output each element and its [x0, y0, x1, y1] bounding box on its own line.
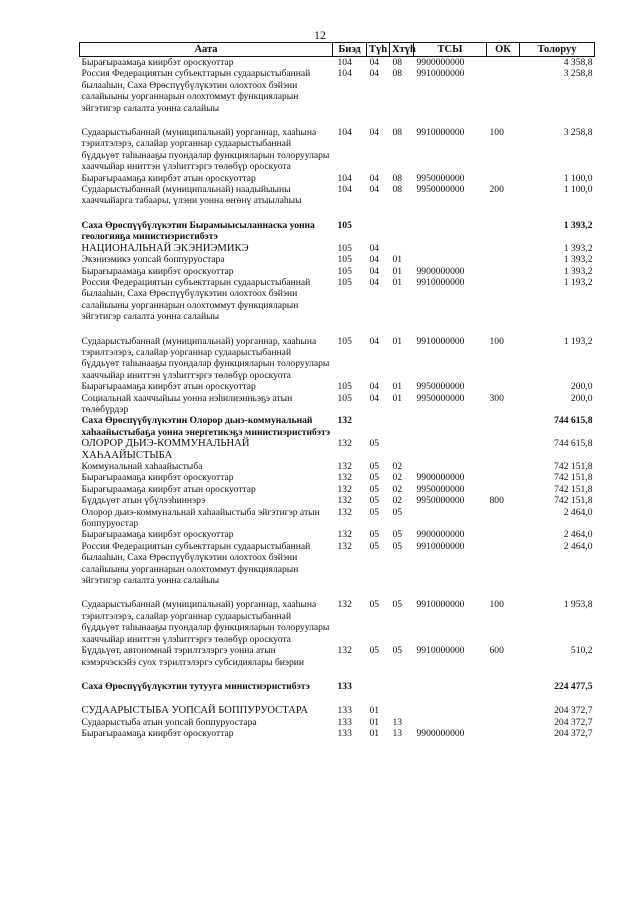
cell-vr: 100 [489, 599, 504, 611]
cell-sum: 1 393,2 [563, 265, 593, 277]
cell-csr [414, 254, 487, 265]
cell-pr: 08 [392, 172, 403, 184]
cell-ved: 132 [337, 438, 352, 450]
cell-name: Саха Өрөспүүбүлүкэтин Олорор дьиэ-коммунальнай хаһаайыстыбаҕа уонна энергетикэҕэ министиэристибэтэ [81, 415, 331, 438]
cell-pr: 08 [392, 184, 403, 196]
cell-csr: 9950000000 [416, 495, 465, 507]
cell-name: Бырағыраамаҕа киирбэт ороскуоттар [81, 472, 234, 484]
table-row [80, 266, 595, 277]
table-row [80, 599, 595, 645]
cell-sum: 204 372,7 [554, 728, 593, 740]
cell-rz: 05 [369, 472, 380, 484]
cell-vr [487, 173, 520, 184]
cell-pr [390, 415, 414, 438]
cell-name: Саха Өрөспүүбүлүкэтин тутууга министиэристибэтэ [81, 680, 310, 692]
cell-name: Бырағыраамаҕа киирбэт атын ороскуоттар [81, 483, 256, 495]
table-row [80, 529, 595, 540]
header-vr: ОК [487, 43, 520, 57]
cell-csr [414, 681, 487, 705]
cell-ved: 104 [337, 127, 352, 139]
header-sum: Толоруу [520, 43, 595, 57]
cell-sum: 1 393,2 [563, 242, 593, 254]
cell-vr: 200 [489, 184, 504, 196]
cell-rz: 01 [369, 716, 380, 728]
cell-sum: 510,2 [570, 645, 593, 657]
cell-ved: 105 [337, 254, 352, 266]
table-row [80, 173, 595, 184]
cell-rz: 04 [369, 127, 380, 139]
cell-name: Саха Өрөспүүбүлүкэтин Бырамыысыланнаска уонна геологияҕа министиэристибэтэ [81, 219, 315, 243]
cell-ved: 132 [337, 506, 352, 518]
table-row [80, 57, 595, 69]
cell-csr [414, 461, 487, 472]
cell-name: Россия Федерациятын субъекттарын судаарыстыбаннай былааһын, Саха Өрөспүүбүлүкэтин олохтоох бэйэни салайыыны уорганнарын олохтоммут функцияларын эйгэтигэр салалта уонна салайыы [81, 276, 311, 323]
cell-sum: 1 100,0 [563, 172, 593, 184]
cell-vr [487, 541, 520, 600]
cell-sum: 742 151,8 [554, 472, 593, 484]
cell-sum: 2 464,0 [563, 529, 593, 541]
cell-pr: 01 [392, 392, 403, 404]
cell-csr: 9900000000 [416, 728, 465, 740]
cell-csr [414, 705, 487, 716]
cell-rz: 04 [369, 265, 380, 277]
cell-name: Экэниэмикэ уопсай боппуруостара [81, 254, 225, 266]
cell-rz: 05 [369, 599, 380, 611]
cell-pr [390, 220, 414, 243]
cell-csr: 9950000000 [416, 184, 465, 196]
cell-rz: 04 [369, 335, 380, 347]
cell-pr: 01 [392, 265, 403, 277]
cell-name: ОЛОРОР ДЬИЭ-КОММУНАЛЬНАЙ ХАҺААЙЫСТЫБА [81, 438, 250, 461]
cell-ved: 105 [337, 392, 352, 404]
table-row [80, 705, 595, 716]
cell-vr: 100 [489, 127, 504, 139]
cell-sum: 742 151,8 [554, 461, 593, 472]
cell-ved: 105 [337, 335, 352, 347]
cell-ved: 132 [337, 495, 352, 507]
cell-sum: 744 615,8 [554, 415, 593, 427]
cell-csr: 9950000000 [416, 381, 465, 393]
table-row [80, 645, 595, 681]
cell-vr [487, 484, 520, 495]
page-number: 12 [314, 28, 326, 42]
table-row [80, 254, 595, 265]
cell-ved: 104 [337, 184, 352, 196]
cell-rz: 04 [369, 381, 380, 393]
cell-csr: 9900000000 [416, 472, 465, 484]
cell-pr: 08 [392, 68, 403, 80]
cell-ved: 132 [337, 461, 352, 472]
cell-vr [487, 381, 520, 392]
cell-pr: 05 [392, 540, 403, 552]
cell-pr: 05 [392, 599, 403, 611]
table-header [80, 43, 595, 57]
cell-name: Судаарыстыбаннай (муниципальнай) наадыйыыны хааччыйарга табаары, үлэни уонна өҥөнү атыылаһыы [81, 184, 302, 207]
cell-pr: 05 [392, 645, 403, 657]
table-row [80, 415, 595, 438]
cell-name: НАЦИОНАЛЬНАЙ ЭКЭНИЭМИКЭ [81, 242, 249, 254]
table-row [80, 484, 595, 495]
cell-name: Бырағыраамаҕа киирбэт ороскуоттар [81, 529, 234, 541]
cell-rz [367, 681, 390, 705]
cell-pr [390, 438, 414, 461]
cell-vr [487, 57, 520, 69]
cell-vr [487, 438, 520, 461]
cell-csr: 9910000000 [416, 335, 465, 347]
cell-ved: 105 [337, 381, 352, 393]
cell-pr [390, 681, 414, 705]
cell-vr [487, 681, 520, 705]
cell-ved: 132 [337, 599, 352, 611]
cell-sum: 204 372,7 [554, 705, 593, 717]
cell-vr: 100 [489, 335, 504, 347]
cell-rz: 05 [369, 645, 380, 657]
cell-vr: 800 [489, 495, 504, 507]
cell-pr: 08 [392, 127, 403, 139]
cell-pr: 01 [392, 381, 403, 393]
cell-rz: 01 [369, 728, 380, 740]
cell-rz [367, 415, 390, 438]
cell-name: Бырағыраамаҕа киирбэт ороскуоттар [81, 265, 234, 277]
cell-csr: 9910000000 [416, 68, 465, 80]
cell-ved: 132 [337, 472, 352, 484]
cell-vr [487, 705, 520, 716]
cell-sum: 200,0 [570, 392, 593, 404]
table-row [80, 472, 595, 483]
cell-ved: 133 [337, 705, 352, 717]
table-row [80, 68, 595, 127]
cell-name: Социальнай хааччыйыы уонна нэһилиэнньэҕэ атын төлөбүрдэр [81, 392, 293, 415]
cell-name: Судаарыстыбаннай (муниципальнай) уорганнар, хааһына тэрилтэлэрэ, салайар уорганнар судаарыстыбаннай бүддьүөт таһынааҕы пуондалар функцияларын толоруулары хааччыйар иниттэн үлэһиттэргэ төлөбүр ороскуота [81, 335, 330, 381]
cell-csr: 9900000000 [416, 265, 465, 277]
cell-pr: 05 [392, 506, 403, 518]
cell-pr: 02 [392, 472, 403, 484]
cell-vr [487, 529, 520, 540]
cell-ved: 132 [337, 529, 352, 541]
cell-rz: 05 [369, 506, 380, 518]
cell-sum: 742 151,8 [554, 483, 593, 495]
table-row [80, 277, 595, 336]
cell-rz: 04 [369, 184, 380, 196]
cell-csr [414, 415, 487, 438]
table-row [80, 717, 595, 728]
cell-pr [390, 705, 414, 716]
header-ved: Биэд [333, 43, 367, 57]
cell-name: Бүддьүөт атын үбүлээһиннэрэ [81, 495, 206, 507]
cell-name: Судаарыстыбаннай (муниципальнай) уорганнар, хааһына тэрилтэлэрэ, салайар уорганнар судаарыстыбаннай бүддьүөт таһынааҕы пуондалар функцияларын толоруулары хааччыйар иниттэн үлэһиттэргэ төлөбүр ороскуота [81, 127, 330, 173]
cell-name: Бырағыраамаҕа киирбэт атын ороскуоттар [81, 381, 256, 393]
cell-sum: 1 393,2 [563, 254, 593, 266]
cell-name: Бүддьүөт, автономнай тэрилтэлэргэ уонна атын кэмэрчэскэйэ суох тэрилтэлэргэ субсидиялары биэрии [81, 645, 305, 668]
cell-pr: 05 [392, 529, 403, 541]
cell-sum: 1 953,8 [563, 599, 593, 611]
cell-pr: 13 [392, 716, 403, 728]
cell-ved: 104 [337, 68, 352, 80]
cell-rz: 04 [369, 68, 380, 80]
cell-name: Судаарыстыба атын уопсай боппуруостара [81, 716, 257, 728]
cell-rz: 04 [369, 172, 380, 184]
cell-ved: 104 [337, 172, 352, 184]
cell-rz: 04 [369, 254, 380, 266]
cell-csr: 9910000000 [416, 276, 465, 288]
table-row [80, 438, 595, 461]
cell-sum: 224 477,5 [554, 680, 593, 692]
cell-vr [487, 461, 520, 472]
cell-rz: 04 [369, 57, 380, 68]
cell-pr [390, 243, 414, 254]
cell-csr [414, 243, 487, 254]
cell-name: Россия Федерациятын субъекттарын судаарыстыбаннай былааһын, Саха Өрөспүүбүлүкэтин олохтоох бэйэни салайыыны уорганнарын олохтоммут функцияларын эйгэтигэр салалта уонна салайыы [81, 68, 311, 114]
cell-vr [487, 220, 520, 243]
table-row [80, 728, 595, 739]
cell-sum: 200,0 [570, 381, 593, 393]
table-row [80, 381, 595, 392]
cell-ved: 105 [337, 242, 352, 254]
cell-ved: 133 [337, 680, 352, 692]
cell-csr [414, 220, 487, 243]
cell-vr [487, 415, 520, 438]
cell-vr [487, 266, 520, 277]
cell-sum: 3 258,8 [563, 68, 593, 80]
cell-sum: 1 193,2 [563, 276, 593, 288]
table-row [80, 495, 595, 506]
cell-sum: 204 372,7 [554, 716, 593, 728]
cell-pr: 01 [392, 335, 403, 347]
cell-ved: 132 [337, 540, 352, 552]
cell-name: Бырағыраамаҕа киирбэт атын ороскуоттар [81, 172, 256, 184]
cell-ved: 132 [337, 483, 352, 495]
header-name: Аата [80, 43, 333, 57]
cell-ved: 132 [337, 645, 352, 657]
cell-pr: 02 [392, 461, 403, 472]
cell-vr: 300 [489, 392, 504, 404]
cell-vr [487, 254, 520, 265]
table-row [80, 393, 595, 416]
cell-name: Россия Федерациятын субъекттарын судаарыстыбаннай былааһын, Саха Өрөспүүбүлүкэтин олохтоох бэйэни салайыыны уорганнарын олохтоммут функцияларын эйгэтигэр салалта уонна салайыы [81, 540, 311, 587]
cell-pr: 01 [392, 254, 403, 266]
table-row [80, 336, 595, 382]
table-row [80, 243, 595, 254]
cell-sum: 1 193,2 [563, 335, 593, 347]
cell-csr: 9910000000 [416, 540, 465, 552]
cell-rz [367, 220, 390, 243]
cell-sum: 744 615,8 [554, 438, 593, 450]
cell-vr: 600 [489, 645, 504, 657]
cell-sum: 3 258,8 [563, 127, 593, 139]
cell-vr [487, 472, 520, 483]
table-row [80, 184, 595, 220]
table-row [80, 127, 595, 173]
cell-sum: 4 358,8 [563, 57, 593, 68]
cell-sum: 742 151,8 [554, 495, 593, 507]
cell-vr [487, 507, 520, 530]
cell-pr: 08 [392, 57, 403, 68]
table-row [80, 681, 595, 705]
table-row [80, 220, 595, 243]
cell-pr: 02 [392, 495, 403, 507]
cell-csr [414, 507, 487, 530]
cell-csr: 9910000000 [416, 599, 465, 611]
cell-pr: 02 [392, 483, 403, 495]
cell-sum: 1 100,0 [563, 184, 593, 196]
cell-pr: 01 [392, 276, 403, 288]
table-row [80, 541, 595, 600]
cell-rz: 04 [369, 276, 380, 288]
cell-name: СУДААРЫСТЫБА УОПСАЙ БОППУРУОСТАРА [81, 705, 308, 717]
cell-rz: 05 [369, 495, 380, 507]
cell-vr [487, 68, 520, 127]
cell-csr: 9910000000 [416, 645, 465, 657]
cell-vr [487, 243, 520, 254]
cell-csr [414, 717, 487, 728]
cell-sum: 2 464,0 [563, 540, 593, 552]
cell-sum: 2 464,0 [563, 506, 593, 518]
budget-table [79, 42, 595, 740]
cell-rz: 05 [369, 461, 380, 472]
table-row [80, 507, 595, 530]
header-rz: Түһ [367, 43, 390, 57]
cell-csr: 9950000000 [416, 483, 465, 495]
cell-rz: 05 [369, 540, 380, 552]
cell-name: Судаарыстыбаннай (муниципальнай) уорганнар, хааһына тэрилтэлэрэ, салайар уорганнар судаарыстыбаннай бүддьүөт таһынааҕы пуондалар функцияларын толоруулары хааччыйар иниттэн үлэһиттэргэ төлөбүр ороскуота [81, 599, 330, 645]
cell-csr: 9900000000 [416, 57, 465, 68]
cell-rz: 05 [369, 438, 380, 450]
cell-ved: 132 [337, 415, 352, 427]
cell-vr [487, 728, 520, 739]
cell-rz: 05 [369, 483, 380, 495]
cell-ved: 105 [337, 219, 352, 231]
cell-ved: 105 [337, 265, 352, 277]
cell-csr: 9910000000 [416, 127, 465, 139]
cell-rz: 05 [369, 529, 380, 541]
cell-name: Олорор дьиэ-коммунальнай хаһаайыстыба эйгэтигэр атын боппуруостар [81, 506, 320, 530]
cell-vr [487, 277, 520, 336]
cell-ved: 104 [337, 57, 352, 68]
cell-csr: 9950000000 [416, 392, 465, 404]
table-row [80, 461, 595, 472]
header-pr: Хтүһ [390, 43, 414, 57]
cell-csr: 9900000000 [416, 529, 465, 541]
table-body [80, 57, 595, 740]
cell-csr [414, 438, 487, 461]
cell-ved: 105 [337, 276, 352, 288]
cell-rz: 04 [369, 392, 380, 404]
cell-csr: 9950000000 [416, 172, 465, 184]
cell-sum: 1 393,2 [563, 219, 593, 231]
header-csr: ТСЫ [414, 43, 487, 57]
cell-pr: 13 [392, 728, 403, 740]
cell-name: Бырағыраамаҕа киирбэт ороскуоттар [81, 728, 234, 740]
cell-ved: 133 [337, 716, 352, 728]
cell-name: Коммунальнай хаһаайыстыба [81, 461, 203, 472]
cell-vr [487, 717, 520, 728]
cell-rz: 01 [369, 705, 380, 717]
cell-rz: 04 [369, 242, 380, 254]
cell-name: Бырағыраамаҕа киирбэт ороскуоттар [81, 57, 234, 68]
cell-ved: 133 [337, 728, 352, 740]
